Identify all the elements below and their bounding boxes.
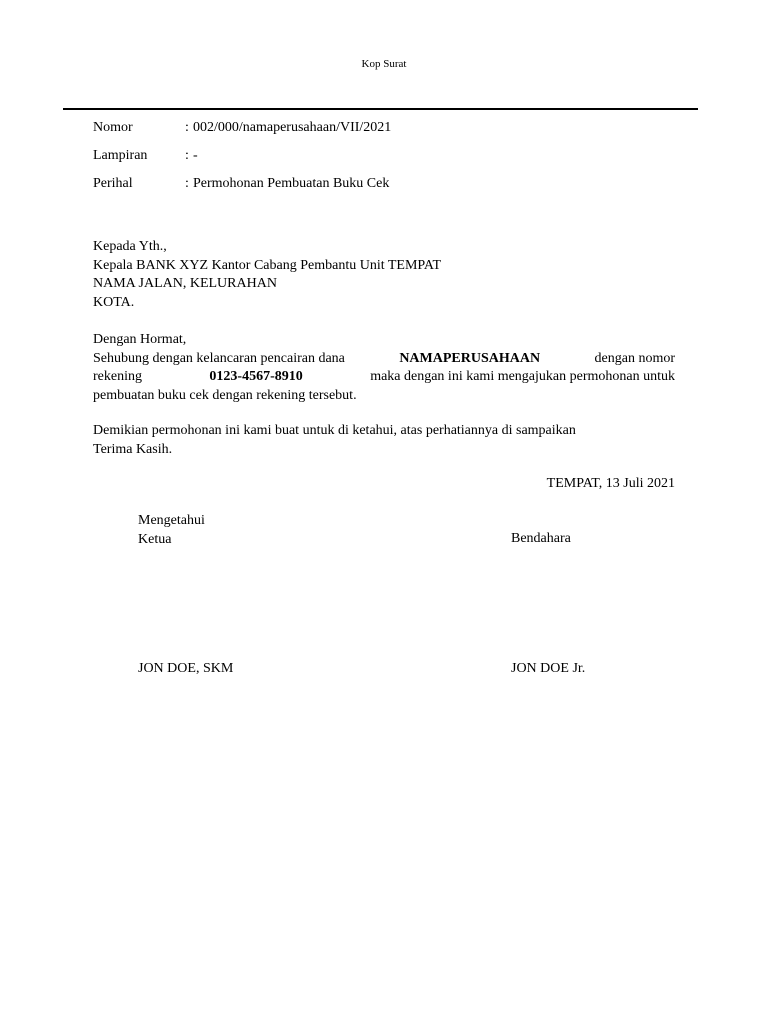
signature-block-left [138, 512, 205, 549]
greeting: Dengan Hormat, [93, 332, 187, 347]
account-number: 0123-4567-8910 [209, 369, 303, 384]
nomor-separator: : [185, 120, 189, 135]
meta-row-perihal [93, 175, 391, 203]
perihal-value: Permohonan Pembuatan Buku Cek [193, 176, 390, 191]
signatory-name-left: JON DOE, SKM [138, 661, 234, 676]
signature-title: Bendahara [511, 531, 571, 546]
meta-row-nomor [93, 119, 391, 147]
recipient-address [93, 238, 675, 312]
body-line [93, 350, 675, 369]
lampiran-label: Lampiran [93, 148, 148, 163]
recipient-line: KOTA. [93, 294, 135, 310]
body-line [93, 368, 675, 387]
closing-paragraph [93, 422, 675, 459]
body-text-segment: rekening [93, 369, 142, 384]
recipient-line: Kepada Yth., [93, 239, 167, 254]
signature-title: Ketua [138, 531, 172, 547]
meta-row-lampiran [93, 147, 391, 175]
letterhead-placeholder: Kop Surat [361, 58, 407, 70]
closing-line [93, 422, 675, 441]
body-text-segment: dengan nomor [594, 350, 675, 366]
company-name: NAMAPERUSAHAAN [399, 350, 541, 366]
body-text-segment: Sehubung dengan kelancaran pencairan dana [93, 350, 345, 366]
closing-text: Demikian permohonan ini kami buat untuk di ketahui, atas perhatiannya di sampaikan [93, 423, 576, 438]
closing-line: Terima Kasih. [93, 441, 173, 457]
lampiran-separator: : [185, 148, 189, 163]
body-line: pembuatan buku cek dengan rekening tersebut. [93, 387, 357, 403]
header-divider [63, 108, 698, 110]
body-text-segment: maka dengan ini kami mengajukan permohonan untuk [370, 369, 675, 384]
signatory-name-right: JON DOE Jr. [511, 661, 586, 676]
nomor-label: Nomor [93, 120, 133, 135]
perihal-separator: : [185, 176, 189, 191]
signature-title: Mengetahui [138, 513, 205, 528]
perihal-label: Perihal [93, 176, 133, 191]
signature-block-right [511, 530, 571, 549]
lampiran-value: - [193, 148, 198, 163]
recipient-line: Kepala BANK XYZ Kantor Cabang Pembantu Unit TEMPAT [93, 257, 442, 273]
letter-meta [93, 119, 391, 203]
nomor-value: 002/000/namaperusahaan/VII/2021 [193, 120, 392, 135]
recipient-line: NAMA JALAN, KELURAHAN [93, 276, 277, 291]
letter-date: TEMPAT, 13 Juli 2021 [546, 476, 675, 491]
letter-body [93, 331, 675, 405]
